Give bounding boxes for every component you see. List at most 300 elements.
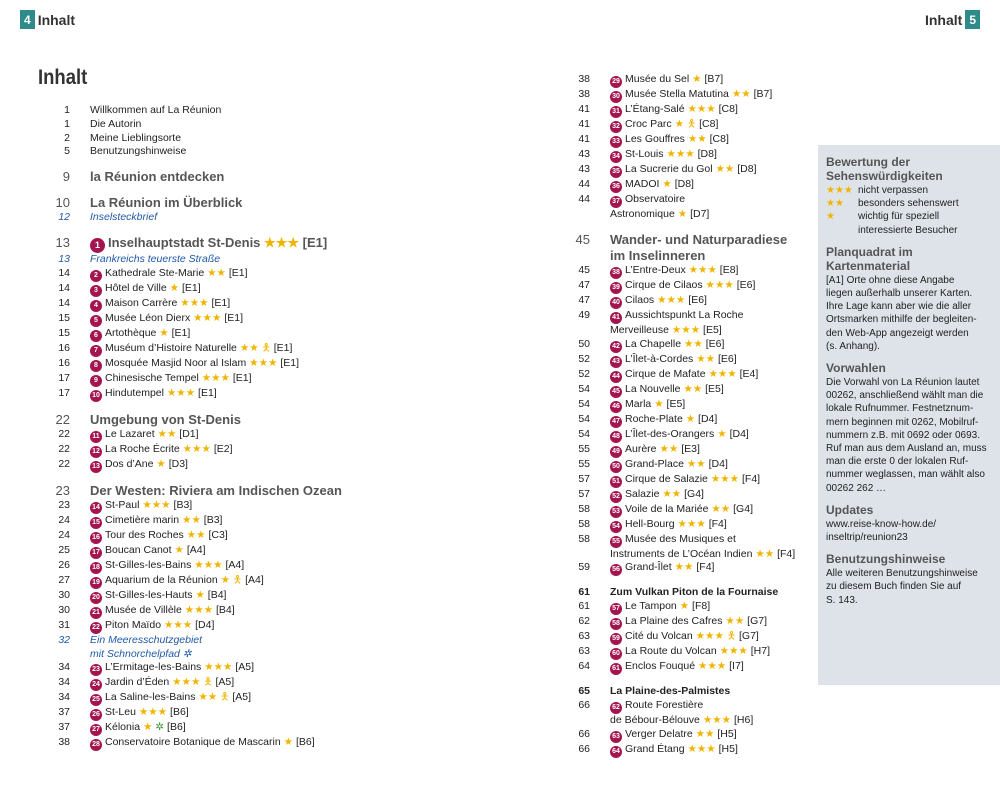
sidebar-line: [A1] Orte ohne diese Angabe xyxy=(826,274,955,286)
star-icon: ★ xyxy=(283,736,294,749)
star-icon: ★★★ xyxy=(710,472,740,485)
toc-entry xyxy=(40,443,520,458)
rating-key-text: interessierte Besucher xyxy=(858,224,958,236)
toc-entry xyxy=(560,458,810,473)
poi-number-badge: 38 xyxy=(610,267,622,279)
toc-entry xyxy=(40,118,520,132)
toc-entry-text xyxy=(610,163,757,178)
toc-entry-text xyxy=(90,458,188,473)
toc-page-number: 38 xyxy=(578,88,590,100)
star-icon: ★★★ xyxy=(142,498,171,511)
star-icon: ★★★ xyxy=(671,323,701,336)
toc-grid-ref: [E1] xyxy=(224,311,243,324)
toc-grid-ref: [B3] xyxy=(203,513,223,526)
poi-number-badge: 2 xyxy=(90,270,102,282)
toc-entry-label: Musée des Musiques et xyxy=(625,532,736,545)
toc-entry-text xyxy=(90,372,252,387)
poi-number-badge: 46 xyxy=(610,401,622,413)
star-icon: ★★★ xyxy=(702,713,732,726)
toc-entry-text xyxy=(610,699,703,714)
poi-number-badge: 27 xyxy=(90,724,102,736)
toc-entry-label: Maison Carrère xyxy=(105,296,178,309)
toc-entry-label: Willkommen auf La Réunion xyxy=(90,104,222,116)
star-icon: ★ xyxy=(662,178,672,190)
star-icon: ★★ xyxy=(695,727,715,740)
toc-entry-label: mit Schnorchelpfad ✲ xyxy=(90,647,192,660)
poi-number-badge: 49 xyxy=(610,446,622,458)
toc-page-number: 64 xyxy=(578,660,590,673)
toc-entry-text xyxy=(610,518,727,533)
toc-section-heading xyxy=(560,248,810,264)
poi-number-badge: 17 xyxy=(90,547,102,559)
left-page-number: 4 xyxy=(20,10,35,29)
toc-page-number: 13 xyxy=(55,234,70,250)
toc-entry xyxy=(40,661,520,676)
toc-grid-ref: [A4] xyxy=(245,573,264,586)
star-icon: ★ xyxy=(685,412,696,425)
toc-entry-label: Verger Delatre xyxy=(625,727,693,740)
toc-entry xyxy=(560,503,810,518)
poi-number-badge: 37 xyxy=(610,196,622,208)
toc-entry-label: Artothèque xyxy=(105,326,157,339)
toc-entry xyxy=(560,398,810,413)
toc-entry-label: Le Lazaret xyxy=(105,427,155,440)
poi-number-badge: 57 xyxy=(610,603,622,615)
toc-entry-label: Route Forestière xyxy=(625,698,704,711)
star-icon: ★★ xyxy=(683,337,703,350)
star-icon: ★★★ xyxy=(264,234,300,250)
toc-entry-text xyxy=(90,132,181,146)
toc-grid-ref: [A4] xyxy=(186,543,206,556)
toc-page-number: 37 xyxy=(58,721,70,734)
toc-entry xyxy=(40,736,520,751)
toc-grid-ref: [E1] xyxy=(211,296,231,309)
toc-entry-label: Piton Maïdo xyxy=(105,618,162,631)
toc-entry-text xyxy=(610,232,787,248)
toc-entry xyxy=(40,327,520,342)
left-header-label: Inhalt xyxy=(37,11,76,28)
family-icon: 🯅 xyxy=(261,341,271,354)
toc-entry-label: Aurère xyxy=(625,442,657,455)
toc-entry-text xyxy=(610,548,795,562)
toc-page-number: 66 xyxy=(578,698,590,711)
toc-grid-ref: [E1] xyxy=(181,281,201,294)
star-icon: ★★ xyxy=(711,502,731,515)
star-icon: ★★★ xyxy=(666,148,695,160)
toc-entry xyxy=(40,342,520,357)
sidebar-line: inseltrip/reunion23 xyxy=(826,532,908,544)
family-icon: 🯅 xyxy=(726,630,737,643)
toc-entry-label: Musée de Villèle xyxy=(105,603,182,616)
toc-section-heading xyxy=(40,235,520,253)
toc-entry-label: Ein Meeresschutzgebiet xyxy=(90,633,203,646)
toc-entry xyxy=(560,473,810,488)
toc-entry-label: Hindutempel xyxy=(105,386,164,399)
toc-page-number: 38 xyxy=(58,736,70,749)
toc-grid-ref: [H5] xyxy=(718,742,738,755)
toc-grid-ref: [H6] xyxy=(734,713,754,726)
toc-entry-label: Kélonia xyxy=(105,721,141,734)
toc-page-number: 15 xyxy=(58,326,70,339)
toc-page-number: 45 xyxy=(578,263,590,276)
poi-number-badge: 10 xyxy=(90,390,102,402)
toc-grid-ref: [A4] xyxy=(225,558,245,571)
toc-entry-text xyxy=(610,383,724,398)
toc-entry-text xyxy=(90,342,292,357)
toc-page-number: 12 xyxy=(58,211,70,224)
poi-number-badge: 19 xyxy=(90,577,102,589)
toc-entry-text xyxy=(610,88,772,103)
poi-number-badge: 43 xyxy=(610,356,622,368)
poi-number-badge: 51 xyxy=(610,476,622,488)
toc-grid-ref: [D4] xyxy=(708,457,728,470)
toc-page-number: 23 xyxy=(58,498,70,511)
toc-page-number: 59 xyxy=(578,561,590,574)
sidebar-line: nummer weglassen, man wählt also xyxy=(826,469,985,481)
toc-entry xyxy=(40,297,520,312)
poi-number-badge: 45 xyxy=(610,386,622,398)
toc-entry-label: St-Paul xyxy=(105,498,140,511)
toc-entry-label: L’Étang-Salé xyxy=(625,103,685,115)
toc-entry xyxy=(40,372,520,387)
star-icon: ★★ xyxy=(755,547,775,560)
toc-grid-ref: [C8] xyxy=(709,133,729,145)
toc-page-number: 57 xyxy=(578,472,590,485)
toc-gap xyxy=(560,576,810,586)
toc-page-number: 17 xyxy=(58,386,70,399)
toc-grid-ref: [F4] xyxy=(777,547,796,560)
star-icon: ★ xyxy=(169,281,180,294)
toc-entry xyxy=(40,559,520,574)
toc-entry xyxy=(560,264,810,279)
toc-entry-label: Zum Vulkan Piton de la Fournaise xyxy=(610,586,779,599)
toc-section-heading xyxy=(560,586,810,600)
toc-entry-label: Cilaos xyxy=(625,293,655,306)
toc-page-number: 61 xyxy=(578,586,590,599)
poi-number-badge: 6 xyxy=(90,330,102,342)
toc-entry-text xyxy=(610,630,759,645)
toc-grid-ref: [D8] xyxy=(697,148,717,160)
toc-page-number: 27 xyxy=(58,573,70,586)
toc-entry xyxy=(40,604,520,619)
toc-page-number: 54 xyxy=(578,412,590,425)
rating-key-text: nicht verpassen xyxy=(858,185,929,196)
toc-grid-ref: [E5] xyxy=(666,397,686,410)
toc-entry xyxy=(40,544,520,559)
toc-grid-ref: [B7] xyxy=(753,88,773,100)
toc-entry-label: Grand-Place xyxy=(625,457,684,470)
toc-entry-text xyxy=(90,691,251,706)
star-icon: ★★★ xyxy=(184,603,214,616)
toc-grid-ref: [E8] xyxy=(719,263,739,276)
poi-number-badge: 9 xyxy=(90,375,102,387)
poi-number-badge: 14 xyxy=(90,502,102,514)
toc-entry xyxy=(560,443,810,458)
toc-page-number: 26 xyxy=(58,558,70,571)
page-title: Inhalt xyxy=(38,66,88,89)
poi-number-badge: 41 xyxy=(610,312,622,324)
toc-grid-ref: [E5] xyxy=(705,382,724,395)
toc-entry xyxy=(40,676,520,691)
dial-text xyxy=(826,376,992,495)
toc-entry-text xyxy=(90,312,243,327)
poi-number-badge: 32 xyxy=(610,121,622,133)
poi-number-badge: 3 xyxy=(90,285,102,297)
toc-entry-text xyxy=(610,660,744,675)
toc-entry xyxy=(560,561,810,576)
toc-entry-label: La Route du Volcan xyxy=(625,645,717,658)
toc-entry-label: Benutzungshinweise xyxy=(90,145,187,158)
star-icon: ★ xyxy=(826,211,835,223)
toc-entry-text xyxy=(610,338,724,353)
toc-entry-text xyxy=(610,488,704,503)
toc-entry-text xyxy=(610,533,736,548)
toc-entry-label: Mosquée Masjid Noor al Islam xyxy=(105,356,247,369)
star-icon: ★★★ xyxy=(705,278,734,291)
toc-entry-text xyxy=(90,634,202,648)
toc-page-number: 30 xyxy=(58,603,70,616)
toc-entry xyxy=(560,208,810,222)
toc-entry-text xyxy=(90,357,299,372)
rating-key-row xyxy=(826,210,992,223)
toc-entry-label: Inselsteckbrief xyxy=(90,211,158,224)
toc-page-number: 14 xyxy=(58,266,70,279)
toc-grid-ref: [F4] xyxy=(741,472,761,485)
toc-page-number: 24 xyxy=(58,528,70,541)
sidebar-line: den Web-App angezeigt werden xyxy=(826,327,969,339)
toc-page-number: 47 xyxy=(578,293,590,306)
toc-entry-text xyxy=(90,676,234,691)
toc-entry-text xyxy=(610,248,705,264)
toc-entry xyxy=(560,178,810,193)
toc-grid-ref: [F8] xyxy=(692,600,711,613)
sidebar-line: 00262 262 … xyxy=(826,482,887,494)
star-icon: ★★ xyxy=(687,133,707,145)
right-page-header xyxy=(925,10,980,40)
toc-entry-text xyxy=(90,661,254,676)
toc-page-number: 52 xyxy=(578,367,590,380)
toc-page-number: 54 xyxy=(578,397,590,410)
toc-grid-ref: [F4] xyxy=(708,517,727,530)
star-icon: ★★★ xyxy=(697,660,727,673)
poi-number-badge: 62 xyxy=(610,702,622,714)
toc-entry xyxy=(40,691,520,706)
poi-number-badge: 42 xyxy=(610,341,622,353)
toc-gap xyxy=(40,473,520,483)
toc-page-number: 34 xyxy=(58,661,70,674)
toc-grid-ref: [E2] xyxy=(213,442,233,455)
poi-number-badge: 55 xyxy=(610,536,622,548)
toc-grid-ref: [D8] xyxy=(674,178,694,190)
star-icon: ★★ xyxy=(674,561,694,574)
rating-key-row xyxy=(826,224,992,237)
sidebar-line: S. 143. xyxy=(826,594,858,606)
toc-entry-text xyxy=(610,324,722,338)
toc-page-number: 1 xyxy=(64,104,70,116)
toc-entry-label: Muséum d’Histoire Naturelle xyxy=(105,341,237,354)
toc-entry xyxy=(40,514,520,529)
star-icon: ★★ xyxy=(696,352,716,365)
toc-entry-text xyxy=(610,600,710,615)
sidebar-line: zu diesem Buch finden Sie auf xyxy=(826,581,962,593)
toc-entry-label: L’Entre-Deux xyxy=(625,263,686,276)
poi-number-badge: 31 xyxy=(610,106,622,118)
toc-entry-label: Hell-Bourg xyxy=(625,517,675,530)
toc-entry-label: Aussichtspunkt La Roche xyxy=(625,308,744,321)
toc-page-number: 66 xyxy=(578,742,590,755)
toc-grid-ref: [D8] xyxy=(737,163,757,175)
star-icon: ★★★ xyxy=(180,296,209,309)
star-icon: ★★★ xyxy=(204,661,233,674)
toc-gap xyxy=(560,222,810,232)
toc-entry-text xyxy=(90,235,327,253)
toc-entry-label: L’Îlet-à-Cordes xyxy=(625,352,694,365)
toc-entry-text xyxy=(610,428,749,443)
toc-entry xyxy=(560,324,810,338)
toc-entry-text xyxy=(610,728,737,743)
toc-page-number: 24 xyxy=(58,513,70,526)
toc-entry-text xyxy=(90,574,264,589)
toc-entry-text xyxy=(610,413,717,428)
rating-title xyxy=(826,155,992,183)
poi-number-badge: 13 xyxy=(90,461,102,473)
toc-page-number: 66 xyxy=(578,727,590,740)
toc-entry xyxy=(40,428,520,443)
toc-entry xyxy=(40,267,520,282)
toc-entry-text xyxy=(90,514,222,529)
toc-entry-label: Der Westen: Riviera am Indischen Ozean xyxy=(90,482,342,498)
poi-number-badge: 52 xyxy=(610,491,622,503)
toc-entry-text xyxy=(90,544,206,559)
toc-entry-text xyxy=(90,387,217,402)
toc-entry-text xyxy=(610,309,743,324)
toc-entry-label: Kathedrale Ste-Marie xyxy=(105,266,205,279)
star-icon: ★★★ xyxy=(201,371,230,384)
star-icon: ★ xyxy=(717,427,727,440)
toc-entry-text xyxy=(90,253,220,267)
toc-grid-ref: [I7] xyxy=(729,660,744,673)
toc-page-number: 63 xyxy=(578,645,590,658)
toc-gap xyxy=(560,675,810,685)
toc-entry-label: Astronomique xyxy=(610,208,675,220)
toc-grid-ref: [B6] xyxy=(295,736,315,749)
toc-page-number: 41 xyxy=(578,103,590,115)
toc-entry xyxy=(40,589,520,604)
star-icon: ★★★ xyxy=(708,367,737,380)
toc-entry xyxy=(40,145,520,159)
toc-entry-text xyxy=(610,148,717,163)
toc-entry xyxy=(560,353,810,368)
toc-entry-label: Les Gouffres xyxy=(625,133,685,145)
toc-entry xyxy=(560,600,810,615)
poi-number-badge: 33 xyxy=(610,136,622,148)
star-icon: ★★ xyxy=(731,88,751,100)
toc-section-heading xyxy=(560,685,810,699)
toc-grid-ref: [D1] xyxy=(179,427,199,440)
sidebar-line: www.reise-know-how.de/ xyxy=(826,518,937,530)
poi-number-badge: 12 xyxy=(90,446,102,458)
toc-entry xyxy=(560,294,810,309)
poi-number-badge: 34 xyxy=(610,151,622,163)
toc-section-heading xyxy=(40,169,520,185)
toc-grid-ref: [E6] xyxy=(717,352,737,365)
toc-gap xyxy=(40,185,520,195)
toc-page-number: 34 xyxy=(58,691,70,704)
toc-entry-label: La Réunion im Überblick xyxy=(90,195,243,211)
toc-entry-text xyxy=(610,279,755,294)
star-icon: ★★★ xyxy=(166,386,196,399)
toc-entry-label: Dos d’Ane xyxy=(105,457,154,470)
toc-entry-label: Tour des Roches xyxy=(105,528,184,541)
toc-grid-ref: [E1] xyxy=(280,356,300,369)
toc-entry xyxy=(560,133,810,148)
toc-entry-text xyxy=(90,297,230,312)
toc-entry xyxy=(560,630,810,645)
star-icon: ★★ xyxy=(182,513,201,526)
star-icon: ★★★ xyxy=(249,356,278,369)
sidebar-line: liegen außerhalb unserer Karten. xyxy=(826,288,973,300)
toc-grid-ref: [A5] xyxy=(235,661,255,674)
sidebar-line: Die Vorwahl von La Réunion lautet xyxy=(826,377,980,389)
toc-entry-label: Instruments de L’Océan Indien xyxy=(610,547,753,560)
star-icon: ★★ xyxy=(157,427,177,440)
toc-entry-label: Frankreichs teuerste Straße xyxy=(90,252,221,265)
toc-grid-ref: [E1] xyxy=(232,371,252,384)
toc-entry-label: Voile de la Mariée xyxy=(625,502,709,515)
toc-page-number: 41 xyxy=(578,118,590,130)
usage-title: Benutzungshinweise xyxy=(826,552,946,567)
toc-entry-text xyxy=(610,473,760,488)
toc-section-heading xyxy=(40,412,520,428)
family-icon: 🯅 xyxy=(232,573,243,586)
toc-entry xyxy=(560,548,810,562)
toc-entry-text xyxy=(90,559,244,574)
toc-page-number: 43 xyxy=(578,163,590,175)
star-icon: ★★★ xyxy=(677,517,706,530)
star-icon: ★★ xyxy=(239,341,259,354)
poi-number-badge: 15 xyxy=(90,517,102,529)
grid-title: Planquadrat im Kartenmaterial xyxy=(826,244,913,273)
star-icon: ★★ xyxy=(659,442,679,455)
toc-entry-label: La Nouvelle xyxy=(625,382,681,395)
toc-page-number: 13 xyxy=(58,252,70,265)
star-icon: ★ xyxy=(674,118,685,130)
toc-grid-ref: [H5] xyxy=(717,727,737,740)
poi-number-badge: 59 xyxy=(610,633,622,645)
star-icon: ★★★ xyxy=(826,185,853,196)
toc-grid-ref: [E6] xyxy=(688,293,707,306)
poi-number-badge: 58 xyxy=(610,618,622,630)
toc-page-number: 34 xyxy=(58,676,70,689)
rating-key-text: besonders sehenswert xyxy=(858,198,959,210)
toc-sub-entry xyxy=(40,253,520,267)
poi-number-badge: 36 xyxy=(610,181,622,193)
star-icon: ★ xyxy=(692,73,702,85)
toc-entry-label: Die Autorin xyxy=(90,117,142,130)
toc-page-number: 10 xyxy=(55,195,70,211)
toc-entry xyxy=(560,743,810,758)
toc-page-number: 43 xyxy=(578,148,590,160)
toc-entry xyxy=(40,499,520,514)
toc-grid-ref: [A5] xyxy=(215,676,235,689)
rating-title-line-2: Sehenswürdigkeiten xyxy=(826,169,943,183)
toc-page-number: 25 xyxy=(58,543,70,556)
star-icon: ★★★ xyxy=(687,103,716,115)
toc-entry xyxy=(560,88,810,103)
toc-entry-label: Boucan Canot xyxy=(105,543,172,556)
toc-page-number: 63 xyxy=(578,630,590,643)
poi-number-badge: 22 xyxy=(90,622,102,634)
